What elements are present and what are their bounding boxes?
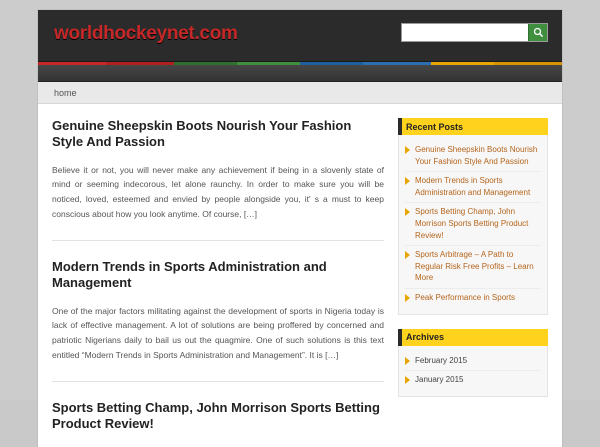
recent-post-link[interactable]: Genuine Sheepskin Boots Nourish Your Fashion Style And Passion xyxy=(415,145,538,166)
recent-post-link[interactable]: Modern Trends in Sports Administration and Management xyxy=(415,176,531,197)
recent-post-link[interactable]: Sports Betting Champ, John Morrison Sports Betting Product Review! xyxy=(415,207,529,240)
search-form[interactable] xyxy=(401,23,548,42)
bullet-arrow-icon xyxy=(405,177,410,185)
recent-post-link[interactable]: Peak Performance in Sports xyxy=(415,292,516,302)
breadcrumb-home[interactable]: home xyxy=(54,87,77,98)
search-button[interactable] xyxy=(528,24,547,41)
post-title[interactable]: Modern Trends in Sports Administration and Management xyxy=(52,259,327,291)
recent-post-link[interactable]: Sports Arbitrage – A Path to Regular Risk Free Profits – Learn More xyxy=(415,250,534,283)
post-title[interactable]: Genuine Sheepskin Boots Nourish Your Fashion Style And Passion xyxy=(52,118,352,150)
widget-body xyxy=(398,135,548,315)
search-icon xyxy=(533,27,544,38)
widget-title: Archives xyxy=(398,329,548,346)
post-list xyxy=(52,118,384,447)
post-excerpt: One of the major factors militating against the development of sports in Nigeria today is lack of effective management. A lot of solutions are being proffered by concerned and patriotic Nigerians daily to bail us out the quagmire. One of such solutions is this text entitled “Modern Trends in Sports Administration and Management”. It is […] xyxy=(52,305,384,361)
list-item[interactable] xyxy=(405,172,541,203)
bullet-arrow-icon xyxy=(405,208,410,216)
list-item[interactable] xyxy=(405,371,541,390)
bullet-arrow-icon xyxy=(405,376,410,384)
list-item[interactable] xyxy=(405,289,541,308)
list-item[interactable] xyxy=(405,203,541,246)
post-item xyxy=(52,259,384,365)
search-input[interactable] xyxy=(402,24,528,41)
breadcrumb[interactable] xyxy=(38,82,562,104)
widget-recent-posts xyxy=(398,118,548,315)
widget-body xyxy=(398,346,548,397)
sidebar xyxy=(398,118,548,447)
nav-color-stripe xyxy=(38,62,562,65)
archive-link[interactable]: February 2015 xyxy=(415,355,468,365)
bullet-arrow-icon xyxy=(405,294,410,302)
main-nav[interactable] xyxy=(38,62,562,82)
bullet-arrow-icon xyxy=(405,251,410,259)
post-item xyxy=(52,118,384,224)
site-container xyxy=(38,10,562,447)
post-divider xyxy=(52,240,384,241)
list-item[interactable] xyxy=(405,246,541,289)
widget-archives xyxy=(398,329,548,397)
list-item[interactable] xyxy=(405,141,541,172)
post-item xyxy=(52,400,384,447)
list-item[interactable] xyxy=(405,352,541,372)
post-divider xyxy=(52,381,384,382)
archive-link[interactable]: January 2015 xyxy=(415,375,464,385)
site-header xyxy=(38,10,562,62)
bullet-arrow-icon xyxy=(405,146,410,154)
bullet-arrow-icon xyxy=(405,357,410,365)
site-title: worldhockeynet.com xyxy=(54,23,238,44)
widget-title: Recent Posts xyxy=(398,118,548,135)
page-body xyxy=(38,104,562,447)
post-title[interactable]: Sports Betting Champ, John Morrison Sports Betting Product Review! xyxy=(52,400,380,432)
post-excerpt: Believe it or not, you will never make any achievement if being in a slovenly state of mind or seeming indecorous, let alone raunchy. In order to make sure you will be noticed, loved, esteemed and envied by people alongside you, it' s a must to keep conscious about how you look anytime. Of course, […] xyxy=(52,164,384,220)
